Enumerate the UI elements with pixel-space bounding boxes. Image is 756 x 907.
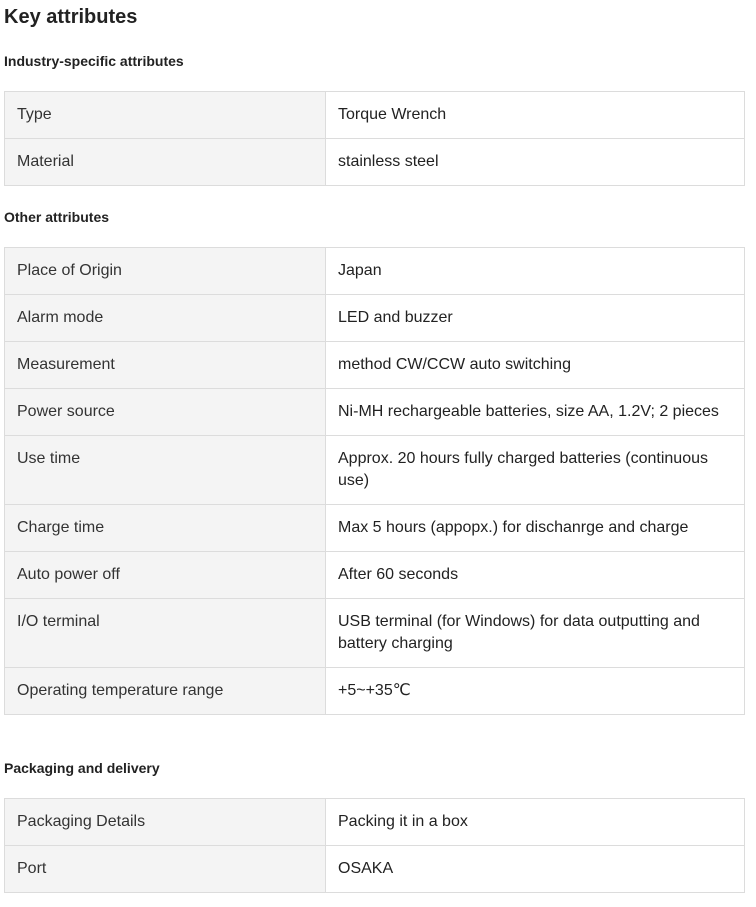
table-row <box>5 139 745 186</box>
attribute-value: Torque Wrench <box>326 92 745 139</box>
attribute-value: LED and buzzer <box>326 295 745 342</box>
attribute-key: Charge time <box>5 505 326 552</box>
section-title-industry-specific: Industry-specific attributes <box>4 53 184 69</box>
attribute-value: stainless steel <box>326 139 745 186</box>
table-row <box>5 342 745 389</box>
other-attributes-table <box>4 247 745 715</box>
table-row <box>5 505 745 552</box>
table-row <box>5 436 745 505</box>
attribute-value: method CW/CCW auto switching <box>326 342 745 389</box>
attribute-key: Auto power off <box>5 552 326 599</box>
attribute-value: Ni-MH rechargeable batteries, size AA, 1.2V; 2 pieces <box>326 389 745 436</box>
packaging-attributes-table <box>4 798 745 893</box>
table-row <box>5 92 745 139</box>
table-row <box>5 599 745 668</box>
table-row <box>5 668 745 715</box>
attribute-value: OSAKA <box>326 846 745 893</box>
attribute-key: Power source <box>5 389 326 436</box>
attribute-value: After 60 seconds <box>326 552 745 599</box>
attribute-key: I/O terminal <box>5 599 326 668</box>
table-row <box>5 552 745 599</box>
attribute-value: Japan <box>326 248 745 295</box>
attribute-key: Type <box>5 92 326 139</box>
attribute-key: Alarm mode <box>5 295 326 342</box>
section-title-packaging: Packaging and delivery <box>4 760 160 776</box>
attribute-key: Port <box>5 846 326 893</box>
attribute-key: Operating temperature range <box>5 668 326 715</box>
attribute-key: Place of Origin <box>5 248 326 295</box>
attribute-key: Measurement <box>5 342 326 389</box>
page-title: Key attributes <box>4 6 138 28</box>
attribute-value: USB terminal (for Windows) for data outputting and battery charging <box>326 599 745 668</box>
attribute-key: Material <box>5 139 326 186</box>
attribute-value: Max 5 hours (appopx.) for dischanrge and charge <box>326 505 745 552</box>
attribute-value: Approx. 20 hours fully charged batteries (continuous use) <box>326 436 745 505</box>
industry-attributes-table <box>4 91 745 186</box>
attribute-key: Use time <box>5 436 326 505</box>
table-row <box>5 389 745 436</box>
table-row <box>5 799 745 846</box>
attribute-key: Packaging Details <box>5 799 326 846</box>
table-row <box>5 846 745 893</box>
section-title-other: Other attributes <box>4 209 110 225</box>
table-row <box>5 248 745 295</box>
attribute-value: +5~+35℃ <box>326 668 745 715</box>
table-row <box>5 295 745 342</box>
attribute-value: Packing it in a box <box>326 799 745 846</box>
